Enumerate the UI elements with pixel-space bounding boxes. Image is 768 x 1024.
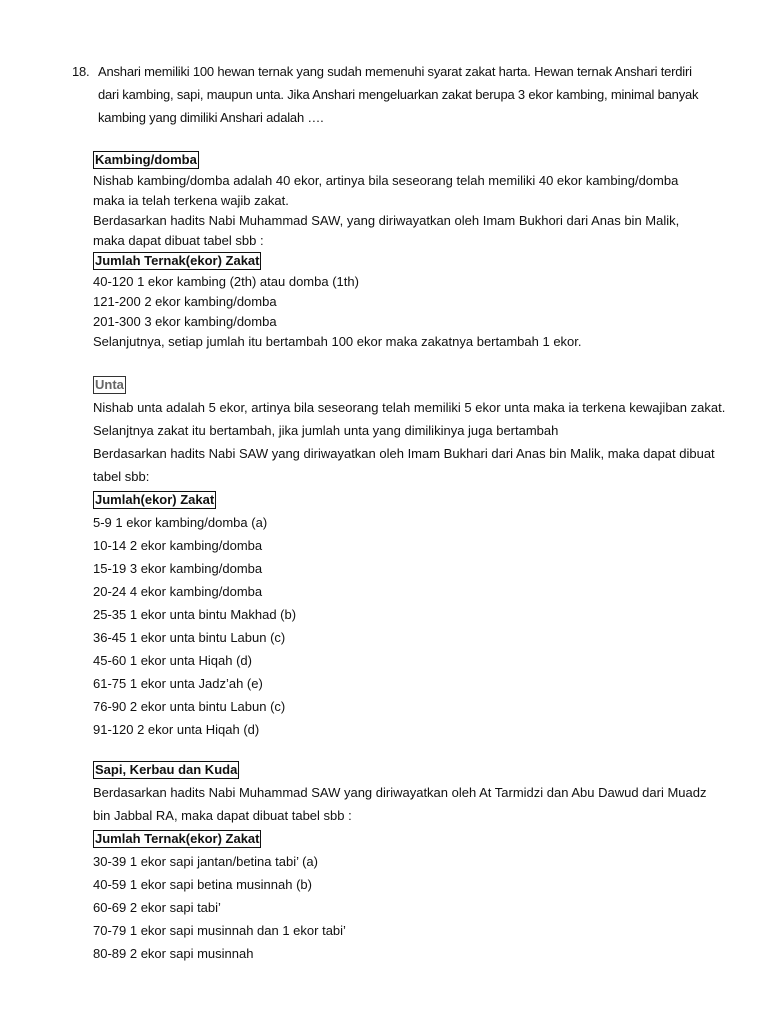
sapi-table-row: 30-39 1 ekor sapi jantan/betina tabi’ (a) [93,854,318,869]
kambing-heading: Kambing/domba [95,152,197,167]
section-sapi [93,758,713,965]
unta-nishab: Nishab unta adalah 5 ekor, artinya bila seseorang telah memiliki 5 ekor unta maka ia terkena kewajiban zakat. [93,400,726,415]
sapi-table-row: 80-89 2 ekor sapi musinnah [93,946,254,961]
unta-table-row: 76-90 2 ekor unta bintu Labun (c) [93,699,286,714]
sapi-table-header: Jumlah Ternak(ekor) Zakat [95,831,260,846]
sapi-table-row: 70-79 1 ekor sapi musinnah dan 1 ekor tabi’ [93,923,346,938]
kambing-note: Selanjutnya, setiap jumlah itu bertambah 100 ekor maka zakatnya bertambah 1 ekor. [93,334,582,349]
unta-table-row: 25-35 1 ekor unta bintu Makhad (b) [93,607,297,622]
unta-table-row: 15-19 3 ekor kambing/domba [93,561,263,576]
unta-table-row: 10-14 2 ekor kambing/domba [93,538,263,553]
kambing-nishab-line-1: Nishab kambing/domba adalah 40 ekor, artinya bila seseorang telah memiliki 40 ekor kambing/domba [93,173,679,188]
kambing-table-row: 40-120 1 ekor kambing (2th) atau domba (1th) [93,274,359,289]
sapi-table-row: 40-59 1 ekor sapi betina musinnah (b) [93,877,312,892]
section-kambing [93,150,713,352]
section-unta [93,373,726,741]
unta-note: Selanjtnya zakat itu bertambah, jika jumlah unta yang dimilikinya juga bertambah [93,423,559,438]
question-number: 18. [72,64,90,79]
sapi-table-row: 60-69 2 ekor sapi tabi’ [93,900,221,915]
unta-table-row: 5-9 1 ekor kambing/domba (a) [93,515,268,530]
unta-table-row: 20-24 4 ekor kambing/domba [93,584,263,599]
kambing-hadits-line-1: Berdasarkan hadits Nabi Muhammad SAW, yang diriwayatkan oleh Imam Bukhori dari Anas bin Malik, [93,213,680,228]
unta-table-header: Jumlah(ekor) Zakat [95,492,215,507]
kambing-table-header: Jumlah Ternak(ekor) Zakat [95,253,260,268]
unta-table-row: 61-75 1 ekor unta Jadz’ah (e) [93,676,263,691]
unta-table-row: 45-60 1 ekor unta Hiqah (d) [93,653,252,668]
kambing-table-row: 121-200 2 ekor kambing/domba [93,294,277,309]
sapi-heading: Sapi, Kerbau dan Kuda [95,762,238,777]
question-text: Anshari memiliki 100 hewan ternak yang sudah memenuhi syarat zakat harta. Hewan ternak Anshari terdiri dari kambing, sapi, maupun unta. Jika Anshari mengeluarkan zakat berupa 3 ekor kambing, minimal banyak kambing yang dimiliki Anshari adalah …. [98,64,699,125]
kambing-hadits-line-2: maka dapat dibuat tabel sbb : [93,233,264,248]
kambing-nishab-line-2: maka ia telah terkena wajib zakat. [93,193,289,208]
question-18 [72,60,712,129]
unta-hadits-line-2: tabel sbb: [93,469,150,484]
unta-heading: Unta [95,377,124,392]
sapi-hadits-line-1: Berdasarkan hadits Nabi Muhammad SAW yang diriwayatkan oleh At Tarmidzi dan Abu Dawud dari Muadz [93,785,707,800]
unta-table-row: 36-45 1 ekor unta bintu Labun (c) [93,630,286,645]
sapi-hadits-line-2: bin Jabbal RA, maka dapat dibuat tabel sbb : [93,808,352,823]
unta-table-row: 91-120 2 ekor unta Hiqah (d) [93,722,260,737]
unta-hadits-line-1: Berdasarkan hadits Nabi SAW yang diriwayatkan oleh Imam Bukhari dari Anas bin Malik, maka dapat dibuat [93,446,715,461]
kambing-table-row: 201-300 3 ekor kambing/domba [93,314,277,329]
